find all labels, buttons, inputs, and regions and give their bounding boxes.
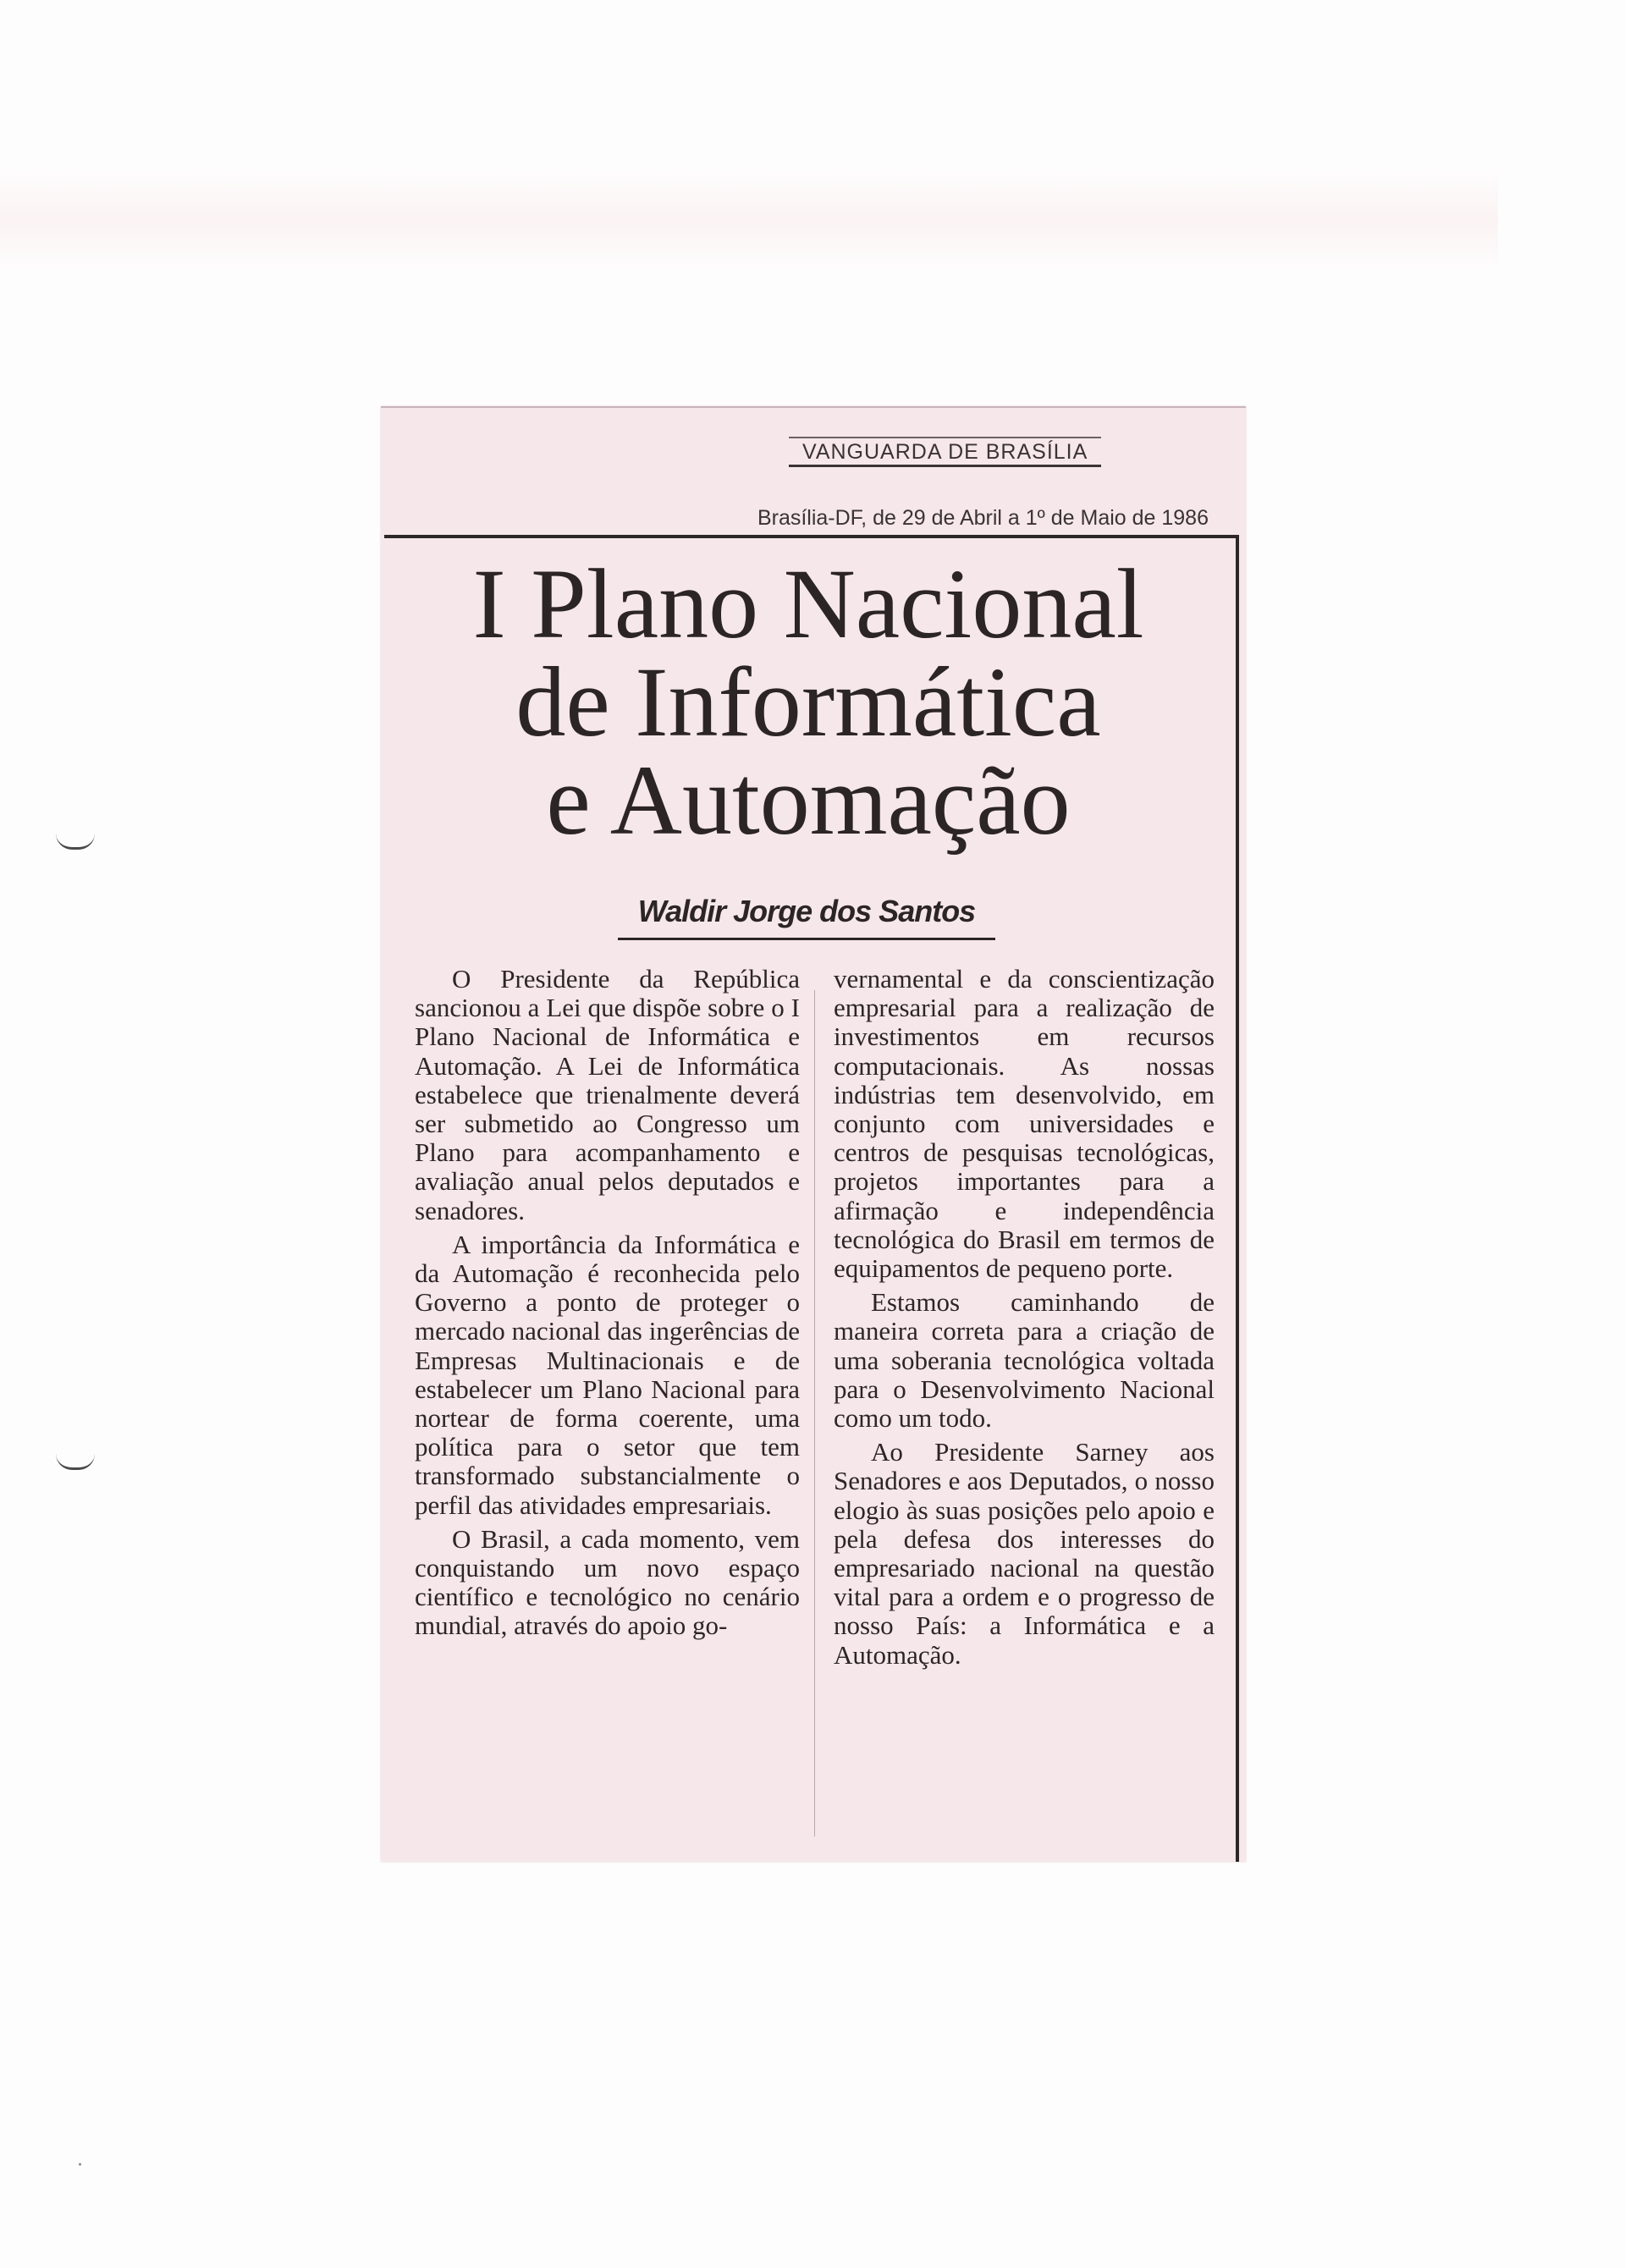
frame-rule-top	[384, 535, 1239, 538]
binder-hole-mark-bottom	[56, 1454, 95, 1470]
headline-line-2: de Informática	[515, 647, 1101, 757]
headline-line-1: I Plano Nacional	[472, 548, 1144, 659]
paragraph: Estamos caminhando de maneira correta para a criação de uma soberania tecnológica voltada para o Desenvolvimento Nacional como um todo.	[834, 1287, 1215, 1434]
newspaper-clipping	[381, 406, 1246, 1862]
article-column-left	[415, 965, 800, 1646]
frame-rule-right	[1236, 535, 1239, 1862]
paragraph-continued: vernamental e da conscientização empresarial para a realização de investimentos em recursos computacionais. As nossas indústrias tem desenvolvido, em conjunto com universidades e centros de pesquisas tecnológicas, projetos importantes para a afirmação e independência tecnológica do Brasil em termos de equipamentos de pequeno porte.	[834, 964, 1215, 1284]
column-divider	[814, 990, 815, 1836]
article-headline	[381, 548, 1236, 856]
binder-hole-mark-top	[56, 834, 95, 850]
paragraph: O Presidente da República sancionou a Lei que dispõe sobre o I Plano Nacional de Informática e Automação. A Lei de Informática estabelece que trienalmente deverá ser submetido ao Congresso um Plano para acompanhamento e avaliação anual pelos deputados e senadores.	[415, 964, 800, 1225]
headline-line-3: e Automação	[546, 745, 1071, 856]
scan-speck	[79, 2163, 81, 2166]
clipping-top-edge	[381, 406, 1246, 408]
newspaper-masthead: VANGUARDA DE BRASÍLIA	[789, 437, 1101, 467]
dateline: Brasília-DF, de 29 de Abril a 1º de Maio de 1986	[757, 506, 1209, 530]
author-byline: Waldir Jorge dos Santos	[618, 894, 995, 940]
paragraph: O Brasil, a cada momento, vem conquistando um novo espaço científico e tecnológico no cenário mundial, através do apoio go-	[415, 1523, 800, 1641]
paragraph: A importância da Informática e da Automação é reconhecida pelo Governo a ponto de proteger o mercado nacional das ingerências de Empresas Multinacionais e de estabelecer um Plano Nacional para nortear de forma coerente, uma política para o setor que tem transformado substancialmente o perfil das atividades empresariais.	[415, 1229, 800, 1520]
scan-shadow-band	[0, 169, 1498, 271]
paragraph: Ao Presidente Sarney aos Senadores e aos Deputados, o nosso elogio às suas posições pelo apoio e pela defesa dos interesses do empresariado nacional na questão vital para a ordem e o progresso de nosso País: a Informática e a Automação.	[834, 1437, 1215, 1670]
article-column-right	[834, 965, 1215, 1675]
